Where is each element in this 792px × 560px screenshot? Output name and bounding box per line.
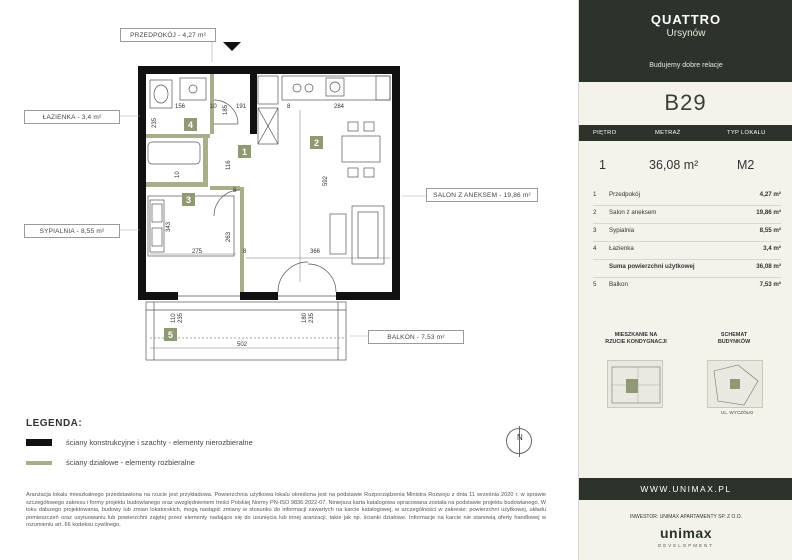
info-sidebar	[578, 0, 792, 560]
floor-location-thumbnail	[607, 360, 663, 408]
room-tag-4: 4	[184, 118, 197, 131]
dim-235b: 235	[178, 312, 184, 323]
dim-263: 263	[226, 231, 232, 242]
dim-275: 275	[192, 249, 203, 255]
developer-logo: unimax	[659, 525, 712, 541]
dim-235c: 235	[309, 312, 315, 323]
shaft-wall	[250, 74, 257, 134]
dim-185: 185	[223, 104, 229, 115]
header-area: METRAŻ	[655, 130, 681, 136]
brand-location: Ursynów	[666, 28, 706, 39]
wall-bottom-right	[336, 292, 400, 300]
street-label: UL. WYCZÓŁKI	[721, 410, 754, 415]
brand-name: QUATTRO	[650, 12, 722, 27]
header-floor: PIĘTRO	[593, 130, 617, 136]
legend	[26, 418, 346, 467]
header-type: TYP LOKALU	[727, 130, 766, 136]
dim-10b: 10	[175, 171, 181, 178]
legend-swatch-partition	[26, 461, 52, 465]
room-tag-5: 5	[164, 328, 177, 341]
room-row: 5 Balkon 7,53 m²	[593, 281, 781, 288]
legend-swatch-structural	[26, 439, 52, 446]
dim-156: 156	[175, 104, 186, 110]
mini-floor-title: MIESZKANIE NA RZUCIE KONDYGNACJI	[605, 332, 667, 345]
unit-type: M2	[737, 158, 755, 172]
room-row: 1 Przedpokój 4,27 m²	[593, 188, 781, 206]
room-tag-3: 3	[182, 193, 195, 206]
dim-110: 110	[171, 313, 177, 323]
dim-592: 592	[323, 175, 329, 186]
compass-north-label: N	[517, 433, 523, 442]
room-row: 3 Sypialnia 8,55 m²	[593, 224, 781, 242]
unit-code: B29	[664, 90, 707, 115]
room-row: 2 Salon z aneksem 19,86 m²	[593, 206, 781, 224]
room-tag-2: 2	[310, 136, 323, 149]
callout-salon: SALON Z ANEKSEM - 19,86 m²	[426, 188, 538, 202]
dim-180: 180	[302, 312, 308, 323]
legend-row-partition	[26, 458, 195, 467]
dim-502: 502	[237, 342, 248, 348]
dim-8b: 8	[233, 188, 237, 194]
unit-floor: 1	[599, 158, 606, 172]
brand-header	[579, 0, 792, 82]
unit-header-bar	[579, 125, 792, 141]
building-scheme-thumbnail	[707, 360, 763, 408]
dim-116: 116	[226, 160, 232, 170]
compass-icon	[506, 428, 532, 454]
room-row: 4 Łazienka 3,4 m²	[593, 242, 781, 260]
dim-343: 343	[166, 221, 172, 232]
wall-left	[138, 66, 146, 300]
room-tag-1: 1	[238, 145, 251, 158]
developer-logo-sub: DEVELOPMENT	[657, 543, 714, 548]
unit-area: 36,08 m²	[649, 158, 699, 172]
dim-235a: 235	[152, 117, 158, 128]
wall-top	[138, 66, 400, 74]
investor-text: INWESTOR: UNIMAX APARTAMENTY SP. Z O.O.	[630, 514, 742, 520]
wall-right	[392, 66, 400, 300]
legend-title: LEGENDA:	[26, 418, 83, 429]
callout-lazienka: ŁAZIENKA - 3,4 m²	[24, 110, 120, 124]
legend-label-partition: ściany działowe - elementy rozbieralne	[66, 458, 195, 467]
wall-bottom-left	[138, 292, 178, 300]
dim-8a: 8	[287, 104, 291, 110]
disclaimer-text: Aranżacja lokalu mieszkalnego przedstawiona na rzucie jest przykładowa. Powierzchnia użytkowa lokalu określona jest na podstawie Rozporządzenia Ministra Rozwoju z dnia 11 września 2020 r. w sprawie szczegółowego zakresu i formy projektu budowlanego oraz uwzględnieniem treści Polskiej Normy PN-ISO 9836:2022-07. Niniejsza karta katalogowa opracowana została na podstawie projektu budowlanego. W toku dalszego projektowania, budowy lub zmian lokatorskich, mogą nastąpić zmiany w stosunku do informacji zawartych na karcie katalogowej, w szczególności w zakresie: powierzchni użytkowej, układu pomieszczeń oraz usytuowaniu lub powierzchni zajętej przez elementy nadające się do usunięcia lub innej aranżacji, takie jak np. ścianki działowe. Informacje na karcie nie stanowią oferty handlowej w rozumieniu art. 66 kodeksu cywilnego.	[26, 492, 546, 529]
legend-label-structural: ściany konstrukcyjne i szachty - elementy nierozbieralne	[66, 438, 253, 447]
dim-10: 10	[210, 104, 217, 110]
dim-8c: 8	[243, 249, 247, 255]
callout-balkon: BALKON - 7,53 m²	[368, 330, 464, 344]
dim-284: 284	[334, 104, 345, 110]
website-link[interactable]: WWW.UNIMAX.PL	[579, 478, 792, 500]
dim-366: 366	[310, 249, 321, 255]
callout-sypialnia: SYPIALNIA - 8,55 m²	[24, 224, 120, 238]
mini-buildings-title: SCHEMAT BUDYNKÓW	[717, 332, 751, 345]
brand-tagline: Budujemy dobre relacje	[649, 62, 723, 69]
room-row-total: Suma powierzchni użytkowej 36,08 m²	[593, 260, 781, 278]
callout-przedpokoj: PRZEDPOKÓJ - 4,27 m²	[120, 28, 216, 42]
dim-191: 191	[236, 104, 247, 110]
legend-row-structural	[26, 438, 253, 447]
